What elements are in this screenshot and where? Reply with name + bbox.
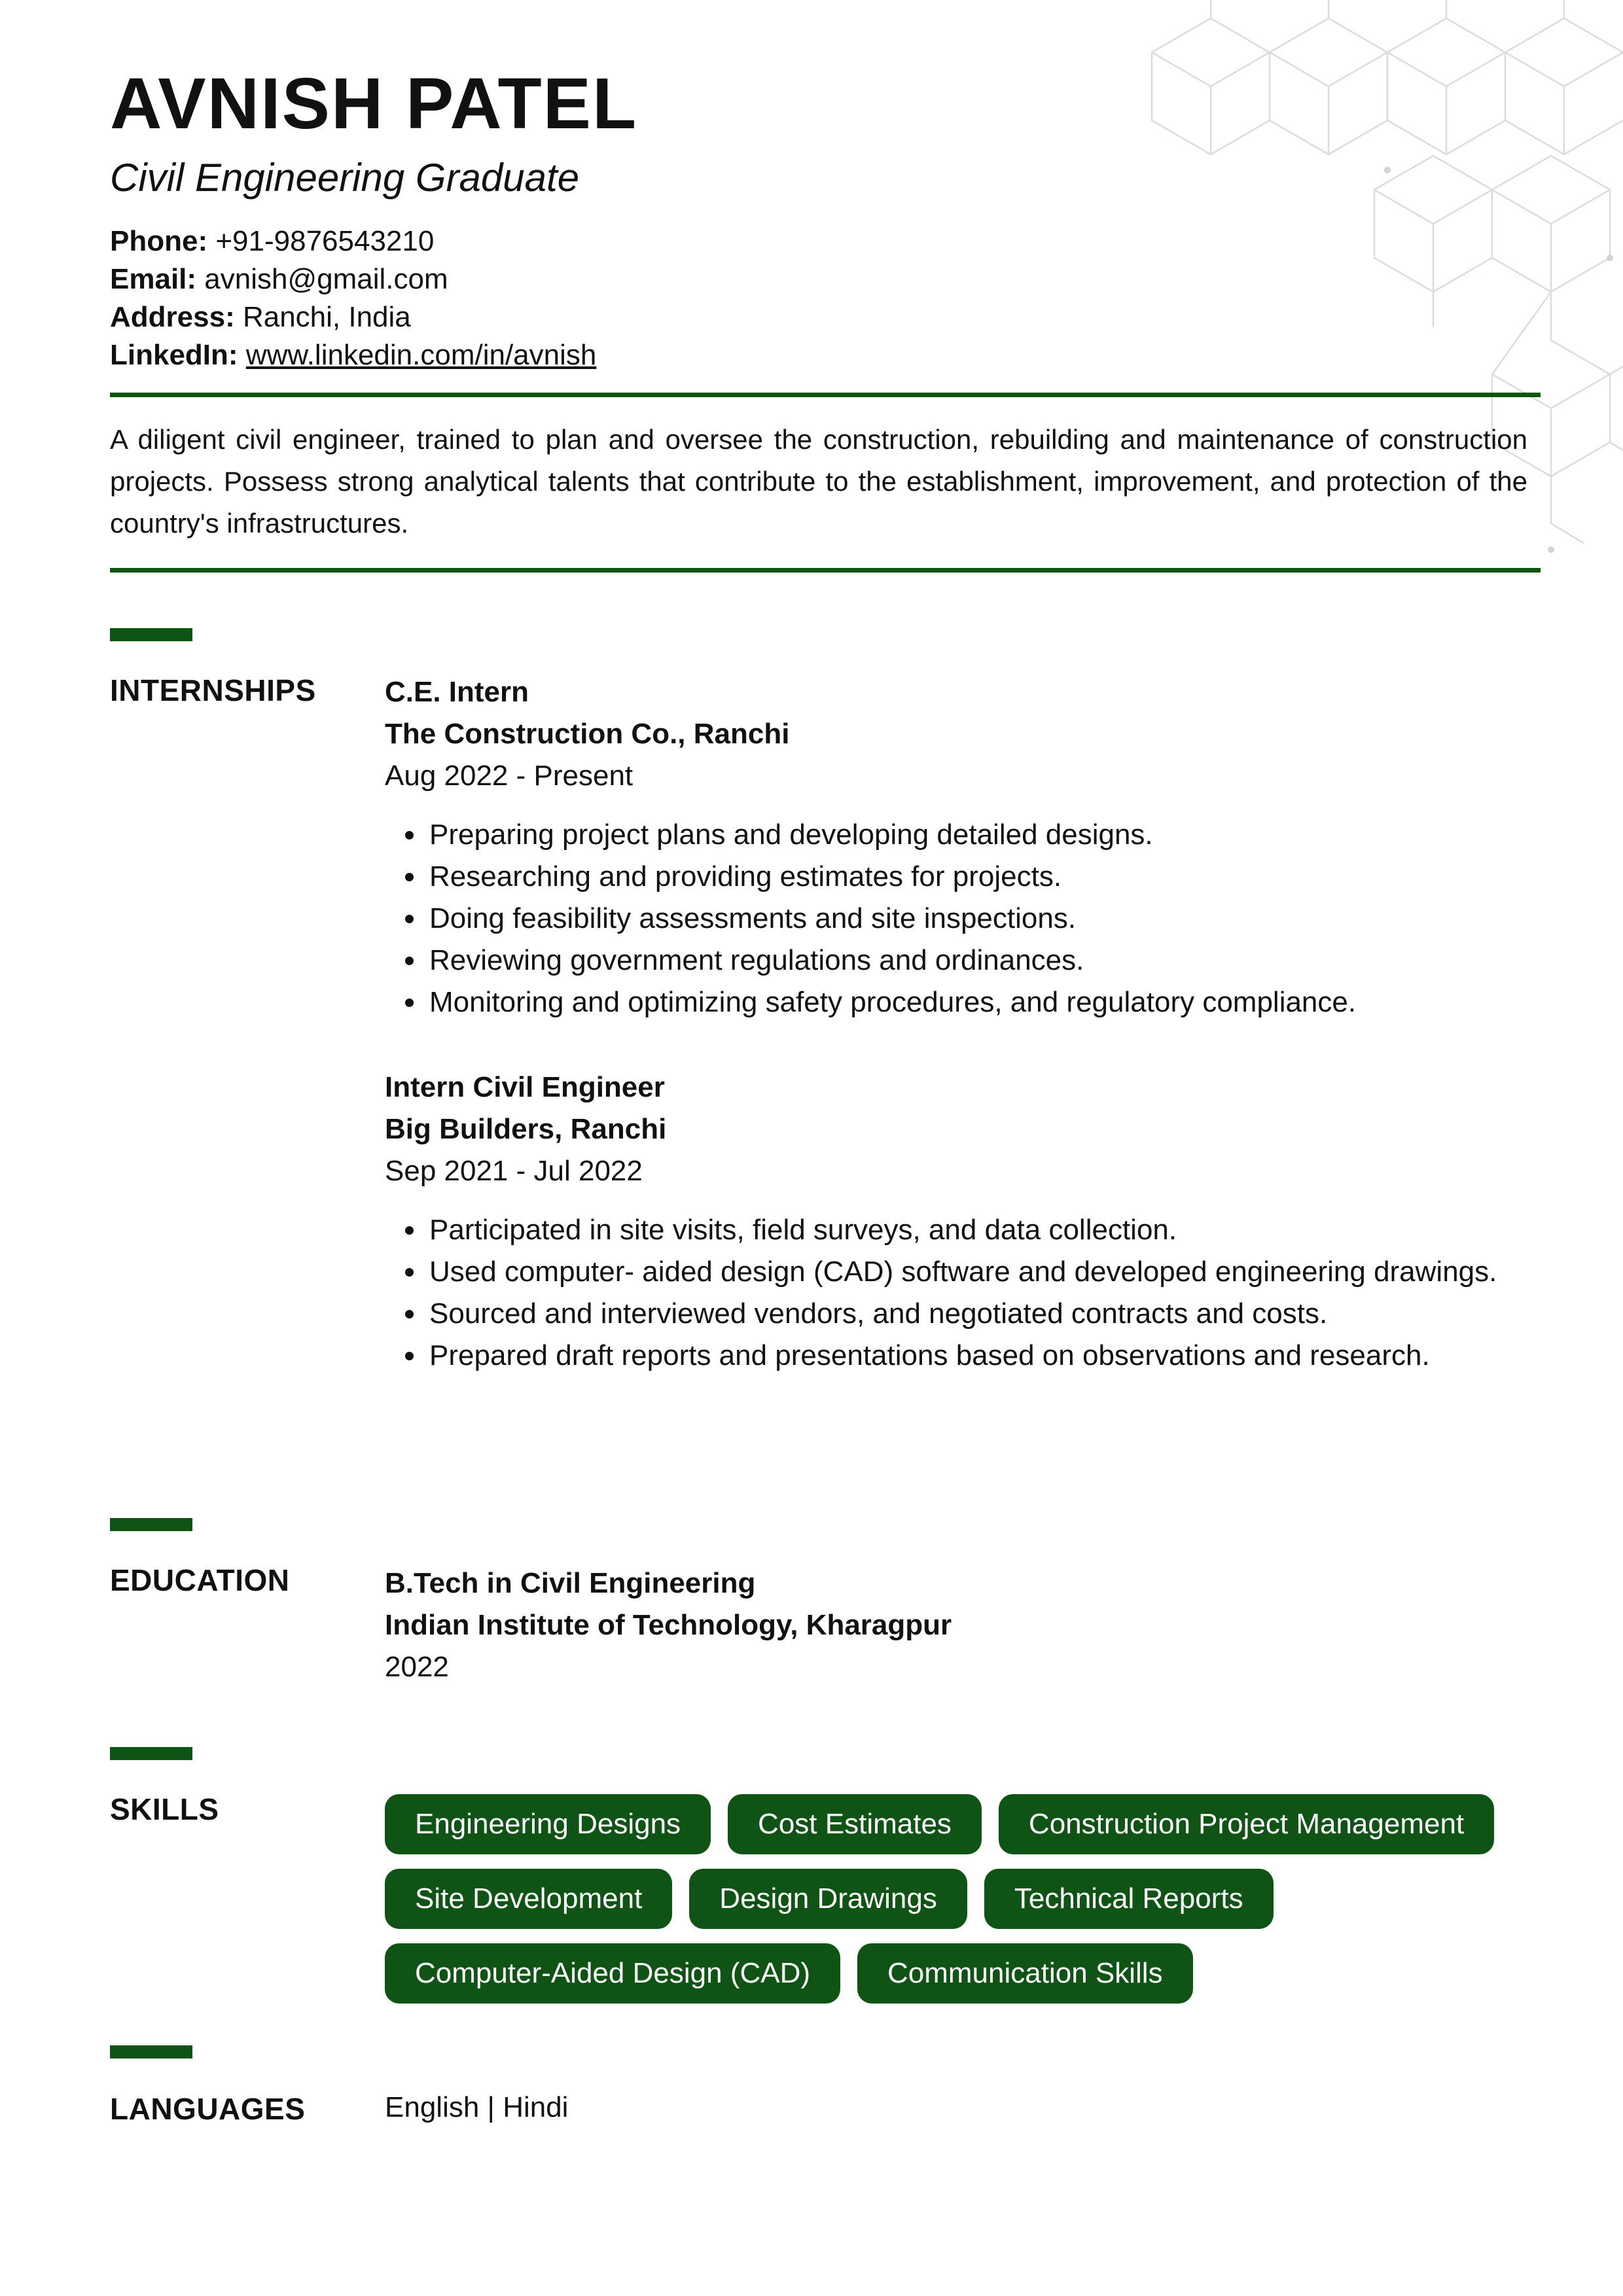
job-title: Intern Civil Engineer — [385, 1071, 665, 1103]
skills-row — [385, 1794, 1563, 1854]
job-dates: Aug 2022 - Present — [385, 760, 633, 792]
job-bullets — [385, 1209, 1541, 1377]
languages-value: English | Hindi — [385, 2091, 569, 2123]
skill-pill: Engineering Designs — [385, 1794, 711, 1854]
job-title: C.E. Intern — [385, 676, 529, 708]
job-company: The Construction Co., Ranchi — [385, 718, 790, 750]
education-degree: B.Tech in Civil Engineering — [385, 1567, 756, 1599]
skill-pill: Construction Project Management — [999, 1794, 1494, 1854]
job-bullets — [385, 814, 1541, 1023]
header-divider — [110, 393, 1541, 397]
summary-divider — [110, 568, 1541, 573]
phone-label: Phone: — [110, 225, 208, 257]
skill-pill: Design Drawings — [689, 1869, 967, 1929]
bullet-item: • Doing feasibility assessments and site inspections. — [427, 898, 1541, 940]
candidate-name: AVNISH PATEL — [110, 63, 638, 144]
job-dates: Sep 2021 - Jul 2022 — [385, 1155, 643, 1187]
education-entry — [385, 1563, 1541, 1688]
bullet-item: • Preparing project plans and developing detailed designs. — [427, 814, 1541, 856]
bullet-item: • Used computer- aided design (CAD) software and developed engineering drawings. — [427, 1251, 1541, 1293]
address-label: Address: — [110, 301, 235, 333]
section-accent-bar — [110, 2045, 192, 2058]
bullet-item: • Researching and providing estimates for projects. — [427, 856, 1541, 898]
skill-pill: Communication Skills — [857, 1943, 1193, 2004]
skill-pill: Site Development — [385, 1869, 672, 1929]
section-accent-bar — [110, 1518, 192, 1531]
phone-value: +91-9876543210 — [215, 225, 435, 257]
candidate-title: Civil Engineering Graduate — [110, 156, 580, 200]
contact-phone — [110, 222, 596, 260]
skills-row — [385, 1869, 1563, 1929]
contact-block — [110, 222, 596, 374]
contact-email — [110, 260, 596, 298]
bullet-item: • Reviewing government regulations and ordinances. — [427, 940, 1541, 981]
profile-summary: A diligent civil engineer, trained to plan and oversee the construction, rebuilding and maintenance of construction projects. Possess strong analytical talents that contribute to the establishment, improvement, and protection of the country's infrastructures. — [110, 424, 1527, 539]
linkedin-link[interactable]: www.linkedin.com/in/avnish — [245, 339, 597, 371]
bullet-item: • Participated in site visits, field surveys, and data collection. — [427, 1209, 1541, 1251]
contact-linkedin — [110, 336, 596, 374]
bullet-item: • Monitoring and optimizing safety procedures, and regulatory compliance. — [427, 981, 1541, 1023]
skill-pill: Computer-Aided Design (CAD) — [385, 1943, 840, 2004]
address-value: Ranchi, India — [242, 301, 411, 333]
education-year: 2022 — [385, 1651, 449, 1683]
job-company: Big Builders, Ranchi — [385, 1113, 667, 1145]
skills-list — [385, 1794, 1563, 2018]
bullet-item: • Sourced and interviewed vendors, and negotiated contracts and costs. — [427, 1293, 1541, 1335]
section-accent-bar — [110, 1747, 192, 1760]
internships-heading: INTERNSHIPS — [110, 673, 316, 707]
skill-pill: Cost Estimates — [728, 1794, 982, 1854]
section-accent-bar — [110, 628, 192, 641]
skills-row — [385, 1943, 1563, 2004]
skill-pill: Technical Reports — [984, 1869, 1274, 1929]
bullet-item: • Prepared draft reports and presentations based on observations and research. — [427, 1335, 1541, 1377]
education-heading: EDUCATION — [110, 1563, 290, 1597]
linkedin-label: LinkedIn: — [110, 339, 238, 371]
internship-entry — [385, 671, 1541, 1023]
contact-address — [110, 298, 596, 336]
email-value: avnish@gmail.com — [204, 263, 448, 295]
languages-heading: LANGUAGES — [110, 2092, 306, 2126]
email-label: Email: — [110, 263, 197, 295]
skills-heading: SKILLS — [110, 1792, 219, 1826]
internship-entry — [385, 1067, 1541, 1377]
education-school: Indian Institute of Technology, Kharagpur — [385, 1609, 952, 1641]
